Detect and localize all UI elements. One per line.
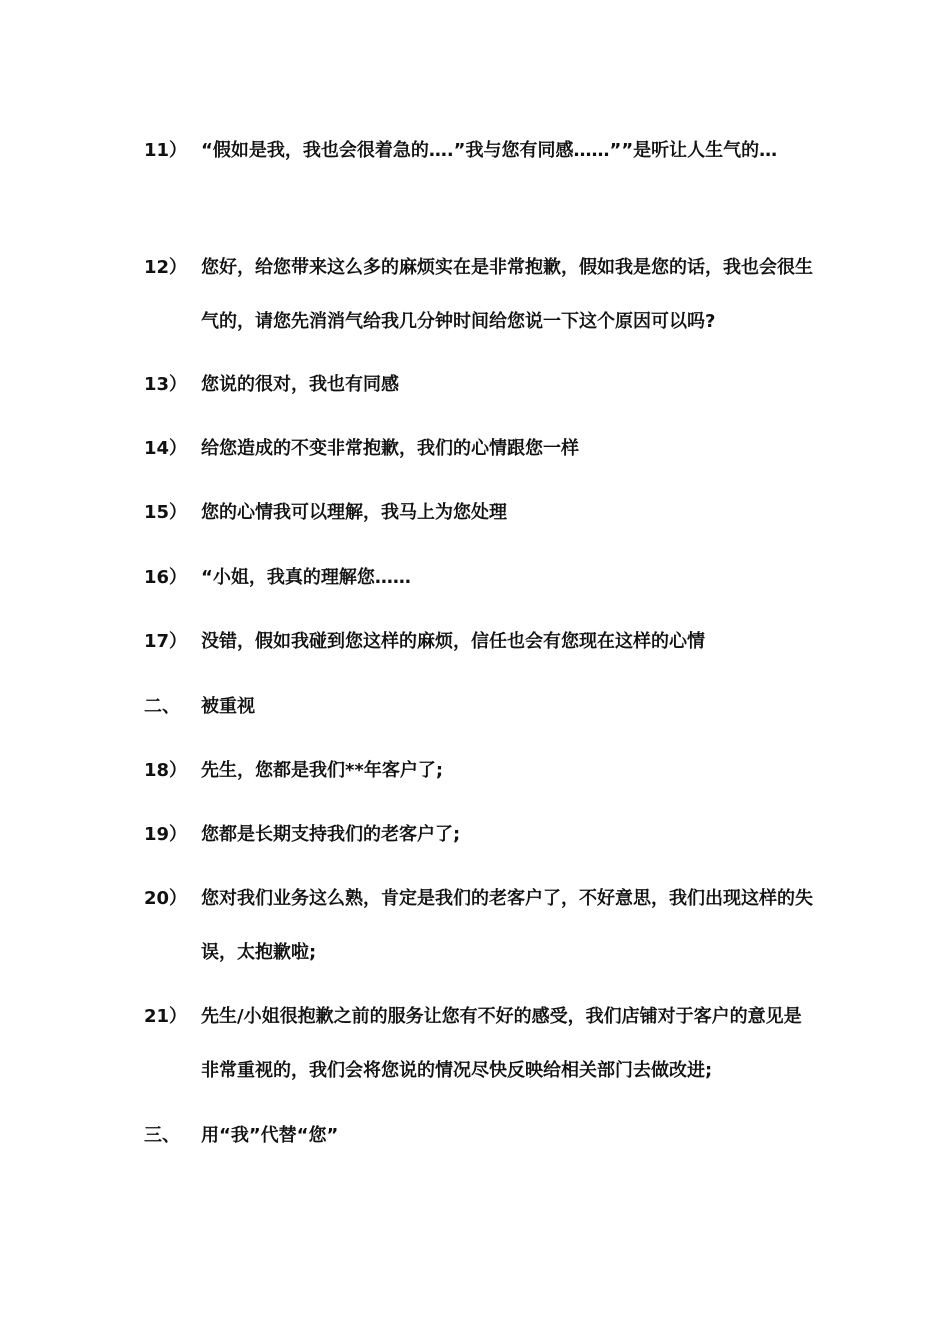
item-number: 15） <box>144 502 188 523</box>
list-item <box>144 358 816 412</box>
item-number: 13） <box>144 374 188 395</box>
item-number: 17） <box>144 631 188 652</box>
item-number: 14） <box>144 438 188 459</box>
section-title: 用“我”代替“您” <box>201 1125 339 1146</box>
item-number: 11） <box>144 140 188 161</box>
section-heading <box>144 680 816 734</box>
list-item <box>144 744 816 798</box>
item-number: 16） <box>144 567 188 588</box>
list-item <box>144 872 816 980</box>
section-heading <box>144 1109 816 1163</box>
list-item <box>144 486 816 540</box>
item-text: 您都是长期支持我们的老客户了; <box>201 824 461 845</box>
list-item <box>144 808 816 862</box>
list-item <box>144 422 816 476</box>
item-text: 您的心情我可以理解，我马上为您处理 <box>201 502 507 523</box>
item-text: 先生，您都是我们**年客户了; <box>201 760 444 781</box>
item-text: 您好，给您带来这么多的麻烦实在是非常抱歉，假如我是您的话，我也会很生气的，请您先消消气给我几分钟时间给您说一下这个原因可以吗? <box>201 257 813 332</box>
item-text: 您对我们业务这么熟，肯定是我们的老客户了，不好意思，我们出现这样的失误，太抱歉啦; <box>201 888 813 963</box>
list-item <box>144 615 816 669</box>
item-number: 12） <box>144 257 188 278</box>
list-item <box>144 241 816 349</box>
item-text: 没错，假如我碰到您这样的麻烦，信任也会有您现在这样的心情 <box>201 631 705 652</box>
item-number: 21） <box>144 1006 188 1027</box>
section-title: 被重视 <box>201 696 255 717</box>
item-text: 给您造成的不变非常抱歉，我们的心情跟您一样 <box>201 438 579 459</box>
list-item <box>144 124 816 178</box>
list-item <box>144 551 816 605</box>
item-text: “假如是我，我也会很着急的….”我与您有同感……””是听让人生气的… <box>201 140 778 161</box>
section-number: 二、 <box>144 696 180 717</box>
section-number: 三、 <box>144 1125 180 1146</box>
item-number: 20） <box>144 888 188 909</box>
item-text: “小姐，我真的理解您…… <box>201 567 411 588</box>
item-text: 您说的很对，我也有同感 <box>201 374 399 395</box>
item-text: 先生/小姐很抱歉之前的服务让您有不好的感受，我们店铺对于客户的意见是非常重视的，我们会将您说的情况尽快反映给相关部门去做改进; <box>201 1006 802 1081</box>
item-number: 19） <box>144 824 188 845</box>
list-item <box>144 990 816 1098</box>
item-number: 18） <box>144 760 188 781</box>
